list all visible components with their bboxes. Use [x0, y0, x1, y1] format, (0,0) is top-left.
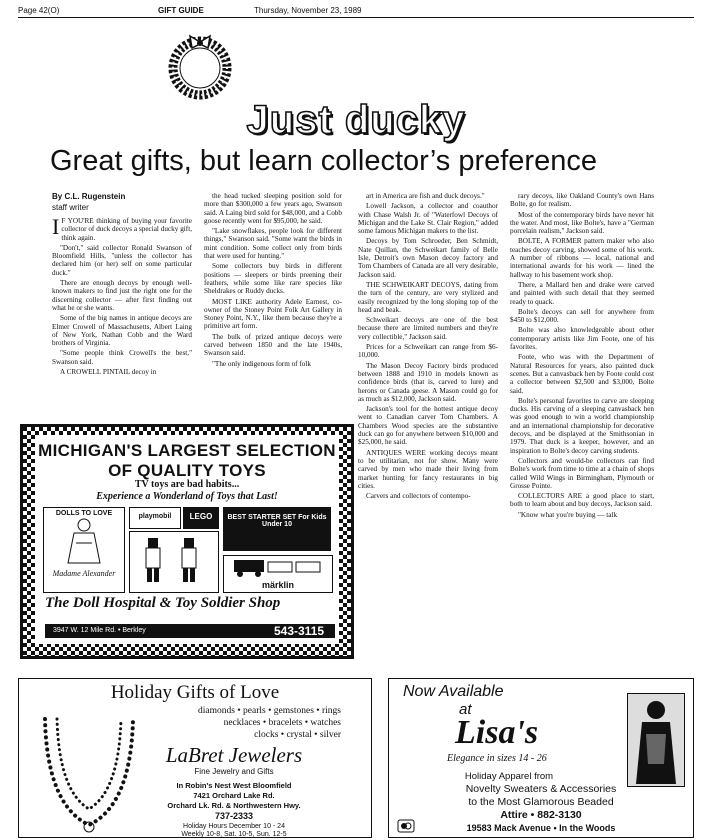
dolls-panel: [43, 507, 125, 593]
article-paragraph: THE SCHWEIKART DECOYS, dating from the turn of the century, are very stylized and easily recognized by the long sloping top of the head and beak.: [358, 280, 498, 314]
playmobil-logo: playmobil: [129, 507, 181, 529]
doll-hospital-name: The Doll Hospital & Toy Soldier Shop: [45, 595, 281, 611]
labret-address-2: 7421 Orchard Lake Rd.: [193, 791, 275, 800]
page-header: [18, 6, 694, 18]
payment-cards-icon: [397, 819, 415, 833]
byline: By C.L. Rugenstein: [52, 192, 126, 201]
labret-title: Holiday Gifts of Love: [110, 682, 280, 703]
lisas-ad: [388, 678, 694, 838]
labret-jewelers-ad: [18, 678, 372, 838]
lisas-line-1: Holiday Apparel from: [464, 771, 554, 782]
article-column-1: [52, 192, 192, 422]
starter-set-panel: BEST STARTER SET For Kids Under 10: [223, 507, 331, 551]
train-panel: [223, 555, 333, 593]
article-paragraph: Most of the contemporary birds have never hit the water. And most, like Bolte's, have a "German porcelain realism," Jackson said.: [510, 210, 654, 236]
article-paragraph: Decoys by Tom Schroeder, Ben Schmidt, Nate Quillan, the Schweikart family of Belle Isle, Detroit's own Mason decoy factory and Tom Chambers of Canada are all very desirable, Jackson said.: [358, 237, 498, 279]
toy-ad-line-2: Experience a Wonderland of Toys that Last!: [96, 491, 278, 502]
article-paragraph: "The only indigenous form of folk: [212, 359, 311, 368]
article-paragraph: Foote, who was with the Department of Natural Resources for years, also painted duck scenes. But a canvasback hen by Foote could cost a collector between $2,500 and $3,000, Bolte said.: [510, 353, 654, 395]
lisas-logo: Lisa's: [455, 714, 539, 751]
article-paragraph: Prices for a Schweikart can range from $6-10,000.: [358, 343, 498, 360]
toy-store-ad: [20, 424, 354, 659]
headline: Just ducky: [246, 98, 466, 142]
lisas-line-4: Attire • 882-3130: [500, 809, 582, 821]
wreath-icon: [160, 26, 240, 106]
labret-line-2: necklaces • bracelets • watches: [223, 718, 341, 728]
article-column-2: [204, 192, 342, 422]
toy-ad-title: MICHIGAN'S LARGEST SELECTION OF QUALITY TOYS: [38, 441, 336, 480]
article-paragraph: Bolte's personal favorites to carve are sleeping ducks. His carving of a sleeping canvasback hen was good enough to win a world championship and an international championship for decorative decoys, and be displayed at the Smithsonian in 1979. That duck is a keeper, however, and an inspiration to Bolte's decoy carving students.: [510, 396, 654, 455]
article-paragraph: the head tucked sleeping position sold for more than $300,000 a few years ago, Swanson said. A Laing bird sold for $48,000, and a Cobb goose recently went for $95,000, he said.: [204, 192, 342, 225]
article-paragraph: Bolte was also knowledgeable about other contemporary artists like Jim Foote, one of his favorites.: [510, 326, 654, 352]
article-paragraph: Some collectors buy birds in different positions — sleepers or birds preening their feathers, while some like rare species like Sheldrakes or Ruddy ducks.: [204, 262, 342, 296]
lego-logo: LEGO: [183, 507, 219, 529]
labret-name: LaBret Jewelers: [165, 743, 303, 767]
model-photo: [627, 693, 685, 787]
header-rule: [18, 17, 694, 18]
article-paragraph: Some of the big names in antique decoys are Elmer Crowell of Massachusetts, Albert Laing of New York, Nathan Cobb and the Ward brothers of Virginia.: [52, 314, 192, 348]
labret-hours-2: Weekly 10-8, Sat. 10-5, Sun. 12-5: [181, 831, 287, 838]
labret-address-3: Orchard Lk. Rd. & Northwestern Hwy.: [167, 801, 301, 810]
article-paragraph: MOST LIKE authority Adele Earnest, co-owner of the Stoney Point Folk Art Gallery in Stoney Point, N.Y., like them because they're a primitive art form.: [204, 297, 342, 331]
dolls-label: DOLLS TO LOVE: [55, 510, 113, 517]
labret-hours-1: Holiday Hours December 10 - 24: [183, 823, 285, 830]
madame-alexander-label: Madame Alexander: [52, 569, 116, 578]
labret-tagline: Fine Jewelry and Gifts: [194, 767, 274, 776]
article-paragraph: A CROWELL PINTAIL decoy in: [60, 368, 157, 377]
article-paragraph: There, a Mallard hen and drake were carved and painted with such detail that they seemed ready to quack.: [510, 280, 654, 306]
labret-line-1: diamonds • pearls • gemstones • rings: [198, 706, 341, 716]
article-paragraph: Jackson's tool for the hottest antique decoy went to Canadian carver Tom Chambers. A Chambers Wood species are the substantive duck can go for anywhere between $10,000 and $25,000, he said.: [358, 405, 498, 447]
article-paragraph: Schweikart decoys are one of the best because there are limited numbers and they're very collectible," Jackson said.: [358, 316, 498, 341]
labret-address-1: In Robin's Nest West Bloomfield: [176, 781, 292, 790]
article-paragraph: Lowell Jackson, a collector and coauthor with Chase Walsh Jr. of "Waterfowl Decoys of Michigan and the Lake St. Clair Region," added some famous Michigan makers to the list.: [358, 202, 498, 236]
lisas-now-available: Now Available: [403, 683, 504, 700]
lisas-line-5: 19583 Mack Avenue • In the Woods: [466, 823, 616, 833]
lisas-line-2: Novelty Sweaters & Accessories: [465, 783, 617, 795]
article-paragraph: There are enough decoys by enough well-known makers to find just the right one for the discerning collector — after first finding out what he or she wants.: [52, 279, 192, 312]
doll-icon: [64, 517, 104, 567]
toy-ad-line-1: TV toys are bad habits...: [134, 479, 240, 490]
toy-soldiers-panel: [129, 531, 219, 593]
article-paragraph: art in America are fish and duck decoys.": [366, 192, 485, 200]
lisas-tagline: Elegance in sizes 14 - 26: [447, 753, 547, 764]
article-paragraph: Collectors and would-be collectors can find Bolte's work from time to time at a chain of shops called Wild Wings in Birmingham, Plymouth or Grosse Pointe.: [510, 456, 654, 490]
section-name: GIFT GUIDE: [158, 6, 204, 15]
article-paragraph: "Lake snowflakes, people look for different things," Swanson said. "Some want the birds in mint condition. Some collect only from birds that were used for hunting.": [204, 227, 342, 261]
article-paragraph: Bolte's decoys can sell for anywhere from $450 to $12,000.: [510, 307, 654, 325]
labret-phone: 737-2333: [214, 811, 254, 821]
model-silhouette-icon: [628, 694, 684, 786]
article-paragraph: The Mason Decoy Factory birds produced between 1888 and 1910 in models known as confidence birds (that is, carved to lure) and herons or Canada geese. A Mason could go for as much as $12,000, Jackson said.: [358, 361, 498, 403]
staff-label: staff writer: [52, 203, 89, 212]
toy-store-address: 3947 W. 12 Mile Rd. • Berkley: [45, 624, 315, 638]
article-paragraph: "Know what you're buying — talk: [518, 510, 618, 519]
train-icon: [228, 556, 328, 578]
marklin-logo: märklin: [261, 580, 294, 590]
article-paragraph: Carvers and collectors of contempo-: [366, 492, 471, 501]
article-paragraph: "Don't," said collector Ronald Swanson of Bloomfield Hills, "unless the collector has declared him (or her) self on some particular duck.": [52, 243, 192, 277]
article-paragraph: COLLECTORS ARE a good place to start, both to learn about and buy decoys, Jackson said.: [510, 492, 654, 509]
article-paragraph: I F YOU'RE thinking of buying your favorite collector of duck decoys a special ducky gift, think again.: [52, 214, 192, 242]
subheadline: Great gifts, but learn collector’s preference: [50, 145, 597, 177]
article-paragraph: The bulk of prized antique decoys were carved between 1850 and the late 1940s, Swanson said.: [204, 332, 342, 358]
lisas-at: at: [459, 701, 472, 718]
issue-date: Thursday, November 23, 1989: [254, 6, 362, 15]
article-column-4: [510, 192, 654, 590]
article-paragraph: "Some people think Crowell's the best," Swanson said.: [52, 349, 192, 366]
article-paragraph: BOLTE, A FORMER pattern maker who also teaches decoy carving, showed some of his work. A number of ribbons — local, national and international awards for his work — lined the hallway to his basement work shop.: [510, 237, 654, 279]
labret-line-3: clocks • crystal • silver: [254, 730, 341, 740]
lisas-line-3: to the Most Glamorous Beaded: [468, 796, 614, 808]
toy-store-phone: 543-3115: [263, 624, 335, 638]
article-column-3: [358, 192, 498, 590]
drop-cap: I: [52, 214, 60, 239]
toy-soldier-icon: [134, 532, 214, 586]
article-paragraph: rary decoys, like Oakland County's own Hans Bolte, go for realism.: [510, 192, 654, 209]
article-paragraph: ANTIQUES WERE working decoys meant to be utilitarian, not for show. Many were carved by men who made their living from market hunting for fancy restaurants in big cities.: [358, 448, 498, 490]
page-number: Page 42(O): [18, 6, 60, 15]
